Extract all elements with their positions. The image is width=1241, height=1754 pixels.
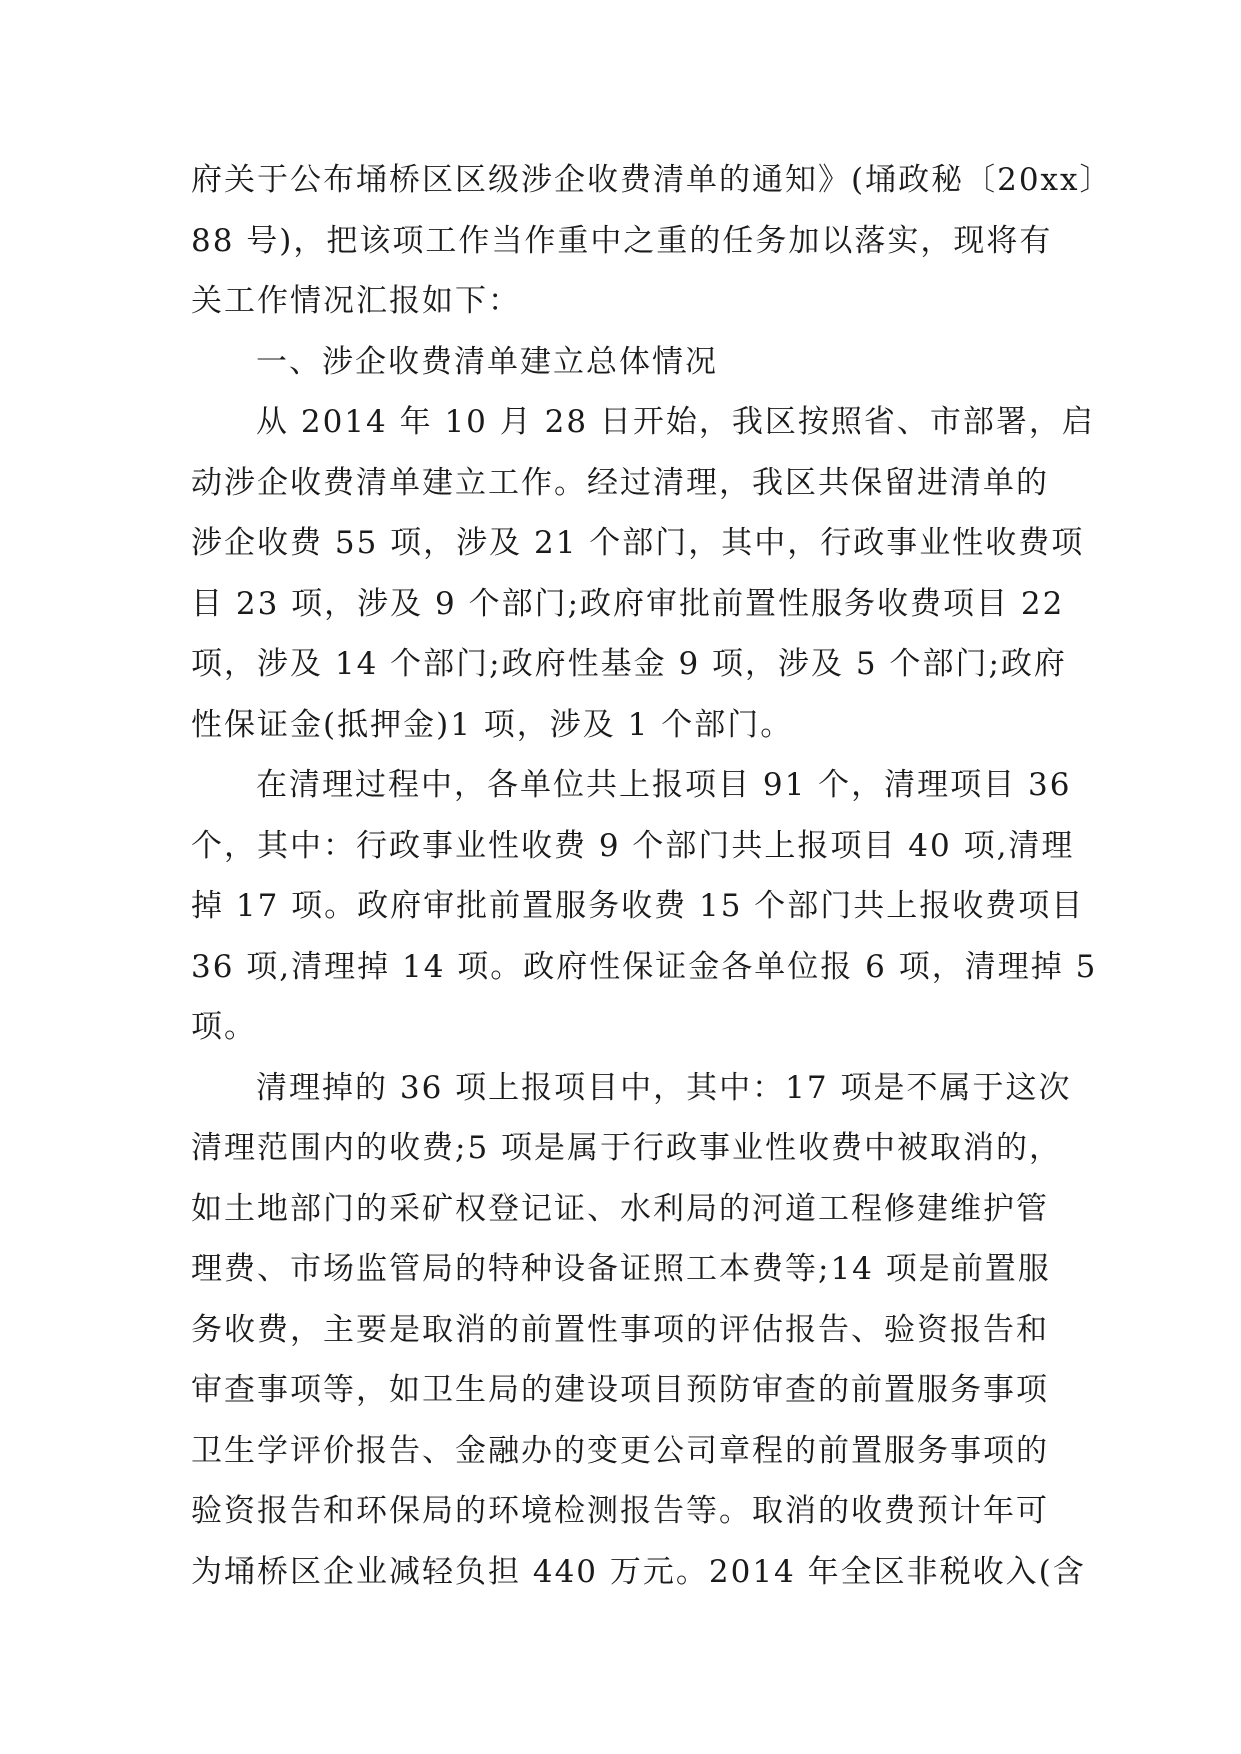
text-line: 个，其中：行政事业性收费 9 个部门共上报项目 40 项,清理 — [191, 827, 1075, 864]
text-line: 36 项,清理掉 14 项。政府性保证金各单位报 6 项，清理掉 5 — [191, 948, 1098, 985]
text-line: 清理掉的 36 项上报项目中，其中：17 项是不属于这次 — [256, 1069, 1072, 1106]
text-line: 动涉企收费清单建立工作。经过清理，我区共保留进清单的 — [191, 464, 1049, 501]
text-line: 理费、市场监管局的特种设备证照工本费等;14 项是前置服 — [191, 1251, 1051, 1287]
text-line: 在清理过程中，各单位共上报项目 91 个，清理项目 36 — [256, 767, 1072, 803]
text-line: 卫生学评价报告、金融办的变更公司章程的前置服务事项的 — [191, 1432, 1049, 1469]
text-line: 为埇桥区企业减轻负担 440 万元。2014 年全区非税收入(含 — [191, 1553, 1086, 1590]
text-line: 审查事项等，如卫生局的建设项目预防审查的前置服务事项 — [191, 1372, 1049, 1408]
text-line: 涉企收费 55 项，涉及 21 个部门，其中，行政事业性收费项 — [191, 525, 1085, 561]
section-heading: 一、涉企收费清单建立总体情况 — [256, 343, 718, 380]
text-line: 目 23 项，涉及 9 个部门;政府审批前置性服务收费项目 22 — [191, 585, 1065, 622]
document-body — [191, 150, 1113, 1602]
text-line: 88 号)，把该项工作当作重中之重的任务加以落实，现将有 — [191, 222, 1053, 259]
text-line: 府关于公布埇桥区区级涉企收费清单的通知》(埇政秘〔20xx〕 — [191, 162, 1113, 198]
text-line: 清理范围内的收费;5 项是属于行政事业性收费中被取消的， — [191, 1130, 1063, 1166]
text-line: 如土地部门的采矿权登记证、水利局的河道工程修建维护管 — [191, 1190, 1049, 1227]
text-line: 项，涉及 14 个部门;政府性基金 9 项，涉及 5 个部门;政府 — [191, 646, 1067, 682]
text-line: 项。 — [191, 1009, 257, 1045]
text-line: 验资报告和环保局的环境检测报告等。取消的收费预计年可 — [191, 1493, 1049, 1529]
text-line: 从 2014 年 10 月 28 日开始，我区按照省、市部署，启 — [256, 404, 1095, 440]
text-line: 性保证金(抵押金)1 项，涉及 1 个部门。 — [191, 706, 794, 743]
text-line: 掉 17 项。政府审批前置服务收费 15 个部门共上报收费项目 — [191, 888, 1085, 924]
text-line: 务收费，主要是取消的前置性事项的评估报告、验资报告和 — [191, 1311, 1049, 1348]
text-line: 关工作情况汇报如下： — [191, 283, 521, 319]
